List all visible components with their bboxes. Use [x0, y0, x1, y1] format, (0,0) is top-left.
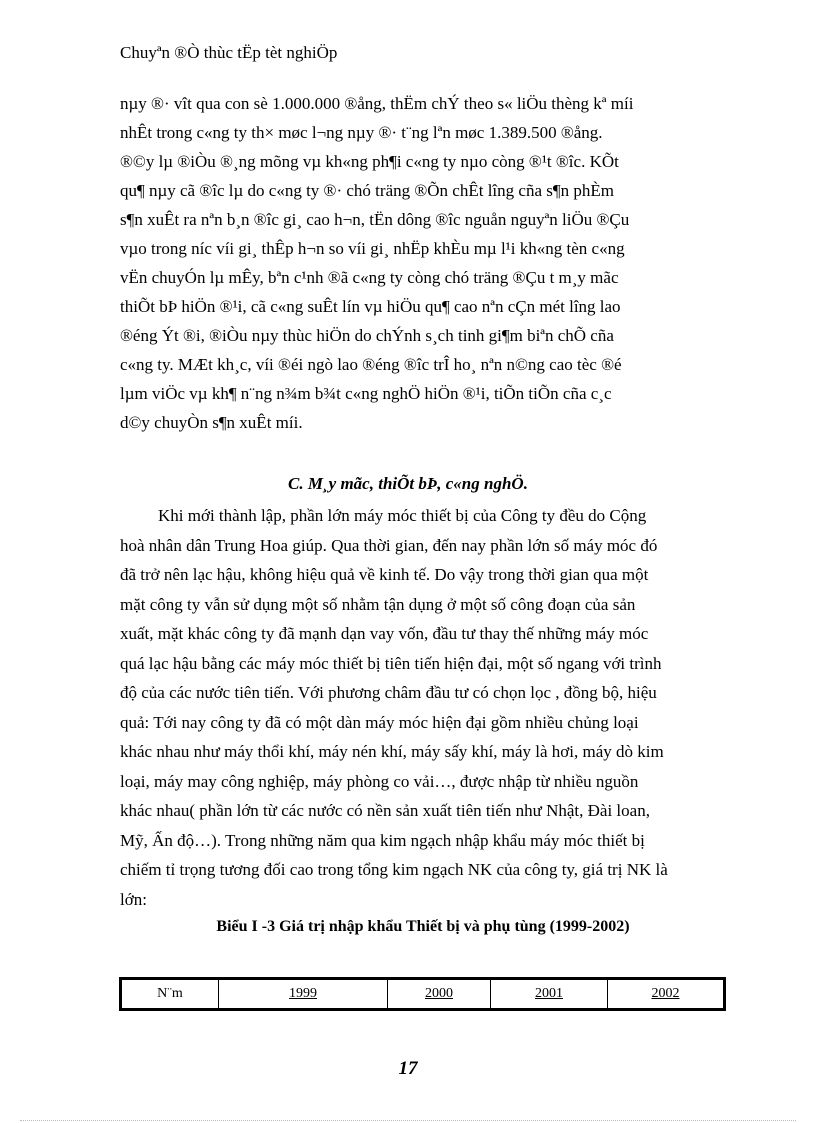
year-cell: 2001 [491, 979, 608, 1010]
text-line: Mỹ, Ấn độ…). Trong những năm qua kim ngạch nhập khẩu máy móc thiết bị [120, 831, 645, 850]
text-line: d©y chuyÒn s¶n xuÊt míi. [120, 413, 303, 432]
text-line: ®©y lµ ®iÒu ®¸ng mõng vµ kh«ng ph¶i c«ng ty nµo còng ®¹t ®îc. KÕt [120, 152, 619, 171]
text-line: vËn chuyÓn lµ mÊy, bªn c¹nh ®ã c«ng ty còng chó träng ®Çu t m¸y mãc [120, 268, 619, 287]
text-line: quả: Tới nay công ty đã có một dàn máy móc hiện đại gồm nhiều chủng loại [120, 713, 639, 732]
year-cell: 2000 [388, 979, 491, 1010]
page-number: 17 [398, 1058, 418, 1079]
text-line: Khi mới thành lập, phần lớn máy móc thiết bị của Công ty đều do Cộng [158, 506, 647, 525]
section-title: C. M¸y mãc, thiÕt bÞ, c«ng nghÖ. [288, 474, 528, 493]
text-line: lớn: [120, 890, 147, 909]
table-header-label: N¨m [121, 979, 219, 1010]
text-line: qu¶ nµy cã ®îc lµ do c«ng ty ®· chó träng ®Õn chÊt lîng cña s¶n phÈm [120, 181, 614, 200]
running-header: Chuyªn ®Ò thùc tËp tèt nghiÖp [120, 43, 338, 62]
text-line: ®éng Ýt ®i, ®iÒu nµy thùc hiÖn do chÝnh s¸ch tinh gi¶m biªn chÕ cña [120, 326, 614, 345]
text-line: loại, máy may công nghiệp, máy phòng co vải…, được nhập từ nhiều nguồn [120, 772, 639, 791]
year-cell: 2002 [608, 979, 725, 1010]
text-line: quá lạc hậu bằng các máy móc thiết bị tiên tiến hiện đại, một số ngang với trình [120, 654, 662, 673]
year-cell: 1999 [219, 979, 388, 1010]
text-line: lµm viÖc vµ kh¶ n¨ng n¾m b¾t c«ng nghÖ hiÖn ®¹i, tiÕn tiÕn cña c¸c [120, 384, 612, 403]
text-line: c«ng ty. MÆt kh¸c, víi ®éi ngò lao ®éng ®îc trÎ ho¸ nªn n©ng cao tèc ®é [120, 355, 622, 374]
text-line: chiếm tỉ trọng tương đối cao trong tổng kim ngạch NK của công ty, giá trị NK là [120, 860, 668, 879]
footer-divider [20, 1120, 796, 1121]
text-line: s¶n xuÊt ra nªn b¸n ®îc gi¸ cao h¬n, tËn dông ®îc nguån nguyªn liÖu ®Çu [120, 210, 630, 229]
text-line: khác nhau( phần lớn từ các nước có nền sản xuất tiên tiến như Nhật, Đài loan, [120, 801, 650, 820]
text-line: độ của các nước tiên tiến. Với phương châm đầu tư có chọn lọc , đồng bộ, hiệu [120, 683, 657, 702]
text-line: khác nhau như máy thổi khí, máy nén khí, máy sấy khí, máy là hơi, máy dò kim [120, 742, 664, 761]
table-header-row [121, 979, 725, 1010]
text-line: xuất, mặt khác công ty đã mạnh dạn vay vốn, đầu tư thay thế những máy móc [120, 624, 649, 643]
text-line: nhÊt trong c«ng ty th× møc l¬ng nµy ®· t¨ng lªn møc 1.389.500 ®ång. [120, 123, 603, 142]
text-line: đã trở nên lạc hậu, không hiệu quả về kinh tế. Do vậy trong thời gian qua một [120, 565, 649, 584]
text-line: mặt công ty vẫn sử dụng một số nhằm tận dụng ở một số công đoạn của sản [120, 595, 636, 614]
text-line: nµy ®· vît qua con sè 1.000.000 ®ång, thËm chÝ theo s« liÖu thèng kª míi [120, 94, 634, 113]
text-line: hoà nhân dân Trung Hoa giúp. Qua thời gian, đến nay phần lớn số máy móc đó [120, 536, 658, 555]
text-line: vµo trong níc víi gi¸ thÊp h¬n so víi gi¸ nhËp khÈu mµ l¹i kh«ng tèn c«ng [120, 239, 625, 258]
text-line: thiÕt bÞ hiÖn ®¹i, cã c«ng suÊt lín vµ hiÖu qu¶ cao nªn cÇn mét lîng lao [120, 297, 621, 316]
table-caption: Biểu I -3 Giá trị nhập khẩu Thiết bị và phụ tùng (1999-2002) [216, 918, 630, 935]
import-value-table [119, 977, 726, 1011]
